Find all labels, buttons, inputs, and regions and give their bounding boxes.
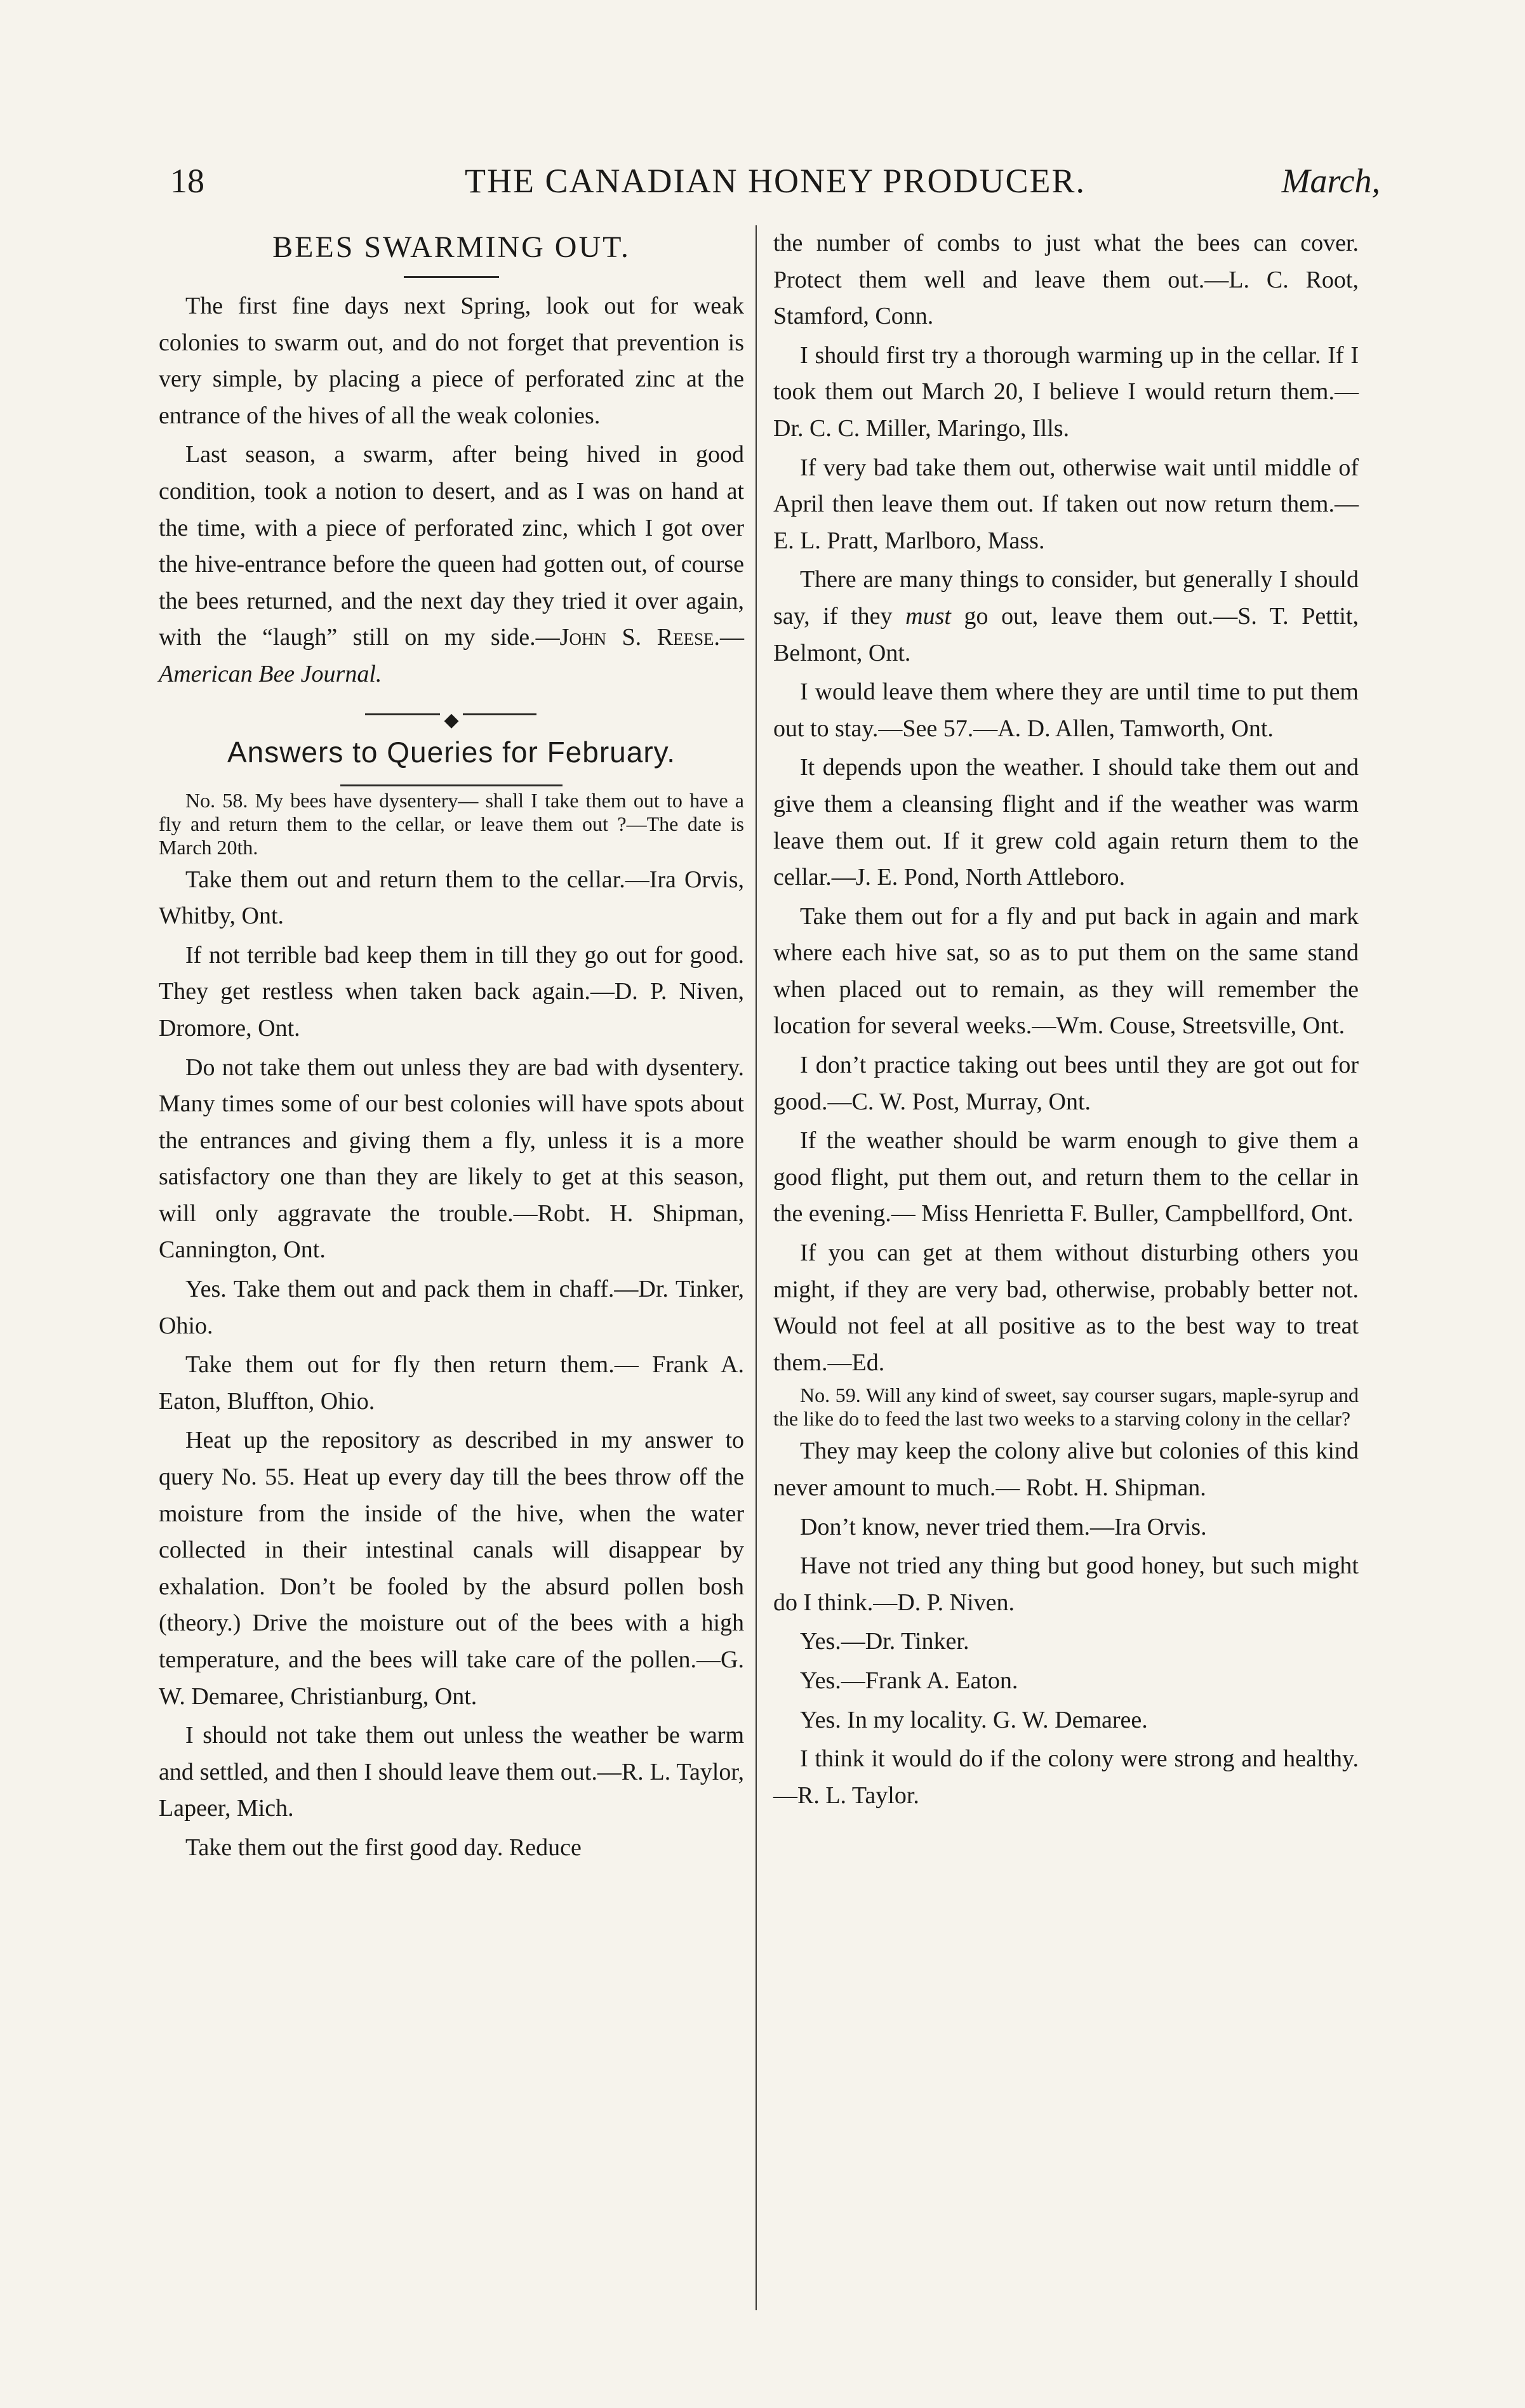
- answer: Yes.—Dr. Tinker.: [800, 1628, 969, 1655]
- answer: Yes. Take them out and pack them in chaff.—Dr. Tinker, Ohio.: [159, 1276, 744, 1339]
- article-title-answers: Answers to Queries for February.: [227, 735, 676, 769]
- masthead-title: THE CANADIAN HONEY PRODUCER.: [465, 162, 1086, 200]
- answer: Don’t know, never tried them.—Ira Orvis.: [800, 1513, 1207, 1540]
- page-number: 18: [170, 162, 204, 200]
- answer: Yes. In my locality. G. W. Demaree.: [800, 1706, 1148, 1733]
- answer-text: go out, leave them out.—S. T. Pettit, Belmont, Ont.: [773, 602, 1359, 666]
- diamond-ornament-icon: ◆: [440, 708, 462, 733]
- answer: Have not tried any thing but good honey, but such might do I think.—D. P. Niven.: [773, 1552, 1359, 1616]
- paragraph-text: Last season, a swarm, after being hived in good condition, took a notion to desert, and as I was on hand at the time, with a piece of perforated zinc, which I got over the hive-entrance before the queen had gotten out, of course the bees returned, and the next day they tried it over again, with the “laugh” still on my side.—: [159, 441, 744, 651]
- answer: If not terrible bad keep them in till they go out for good. They get restless when taken back again.—D. P. Niven, Dromore, Ont.: [159, 941, 744, 1042]
- answer: If very bad take them out, otherwise wait until middle of April then leave them out. If taken out now return them.—E. L. Pratt, Marlboro, Mass.: [773, 454, 1359, 554]
- query-59: No. 59. Will any kind of sweet, say courser sugars, maple-syrup and the like do to feed the last two weeks to a starving colony in the cellar?: [773, 1384, 1359, 1431]
- answer: Take them out the first good day. Reduce: [185, 1834, 582, 1861]
- answer: If you can get at them without disturbing others you might, if they are very bad, otherwise, probably better not. Would not feel at all positive as to the best way to treat them.—Ed.: [773, 1240, 1359, 1376]
- query-58: No. 58. My bees have dysentery— shall I take them out to have a fly and return them to the cellar, or leave them out ?—The date is March 20th.: [159, 788, 744, 859]
- answer: Yes.—Frank A. Eaton.: [800, 1667, 1018, 1694]
- answer: If the weather should be warm enough to give them a good flight, put them out, and return them to the cellar in the evening.— Miss Henrietta F. Buller, Campbellford, Ont.: [773, 1127, 1359, 1227]
- paragraph: Last season, a swarm, after being hived in good condition, took a notion to desert, and as I was on hand at the time, with a piece of perforated zinc, which I got over the hive-entrance before the queen had gotten out, of course the bees returned, and the next day they tried it over again, with the “laugh” still on my side.—John S. Reese.—American Bee Journal.: [159, 441, 744, 687]
- section-ornament: [159, 701, 744, 731]
- answer: I don’t practice taking out bees until they are got out for good.—C. W. Post, Murray, Ont.: [773, 1052, 1359, 1115]
- column-divider: [756, 225, 757, 2310]
- title-rule: [340, 784, 563, 786]
- answer: Take them out for a fly and put back in again and mark where each hive sat, so as to put them on the same stand when placed out to remain, as they will remember the location for several weeks.—Wm. Couse, Streetsville, Ont.: [773, 903, 1359, 1040]
- answer-text: There are many things to consider, but generally I should say, if they: [773, 566, 1359, 630]
- answer: I think it would do if the colony were strong and healthy.—R. L. Taylor.: [773, 1745, 1359, 1809]
- title-rule: [404, 276, 499, 278]
- answer: It depends upon the weather. I should take them out and give them a cleansing flight and if the weather was warm leave them out. If it grew cold again return them to the cellar.—J. E. Pond, North Attleboro.: [773, 754, 1359, 891]
- issue-month: March,: [1281, 162, 1380, 200]
- answer: Take them out and return them to the cellar.—Ira Orvis, Whitby, Ont.: [159, 866, 744, 930]
- answer: Do not take them out unless they are bad with dysentery. Many times some of our best colonies will have spots about the entrances and giving them a fly, unless it is a more satisfactory one than they are likely to get at this season, will only aggravate the trouble.—Robt. H. Shipman, Cannington, Ont.: [159, 1054, 744, 1264]
- right-column: [773, 225, 1359, 1816]
- author: John S. Reese.: [559, 624, 720, 651]
- left-column: [159, 225, 744, 1869]
- answer: [773, 562, 1359, 671]
- paragraph: The first fine days next Spring, look out for weak colonies to swarm out, and do not forget that prevention is very simple, by placing a piece of perforated zinc at the entrance of the hives of all the weak colonies.: [159, 293, 744, 429]
- answer: I should first try a thorough warming up in the cellar. If I took them out March 20, I believe I would return them.—Dr. C. C. Miller, Maringo, Ills.: [773, 341, 1359, 442]
- answer: the number of combs to just what the bees can cover. Protect them well and leave them out.—L. C. Root, Stamford, Conn.: [773, 230, 1359, 330]
- answer: They may keep the colony alive but colonies of this kind never amount to much.— Robt. H. Shipman.: [773, 1438, 1359, 1501]
- answer: Heat up the repository as described in my answer to query No. 55. Heat up every day till the bees throw off the moisture from the inside of the hive, when the water collected in their intestinal canals will disappear by exhalation. Don’t be fooled by the absurd pollen bosh (theory.) Drive the moisture out of the bees with a high temperature, and the bees will take care of the pollen.—G. W. Demaree, Christianburg, Ont.: [159, 1427, 744, 1710]
- answer: I would leave them where they are until time to put them out to stay.—See 57.—A. D. Allen, Tamworth, Ont.: [773, 678, 1359, 742]
- article-title-bees-swarming: BEES SWARMING OUT.: [272, 230, 630, 264]
- source: American Bee Journal.: [159, 660, 382, 687]
- emphasis: must: [905, 602, 951, 630]
- answer: Take them out for fly then return them.— Frank A. Eaton, Bluffton, Ohio.: [159, 1351, 744, 1415]
- page-header: [170, 155, 1380, 206]
- answer: I should not take them out unless the weather be warm and settled, and then I should leave them out.—R. L. Taylor, Lapeer, Mich.: [159, 1722, 744, 1822]
